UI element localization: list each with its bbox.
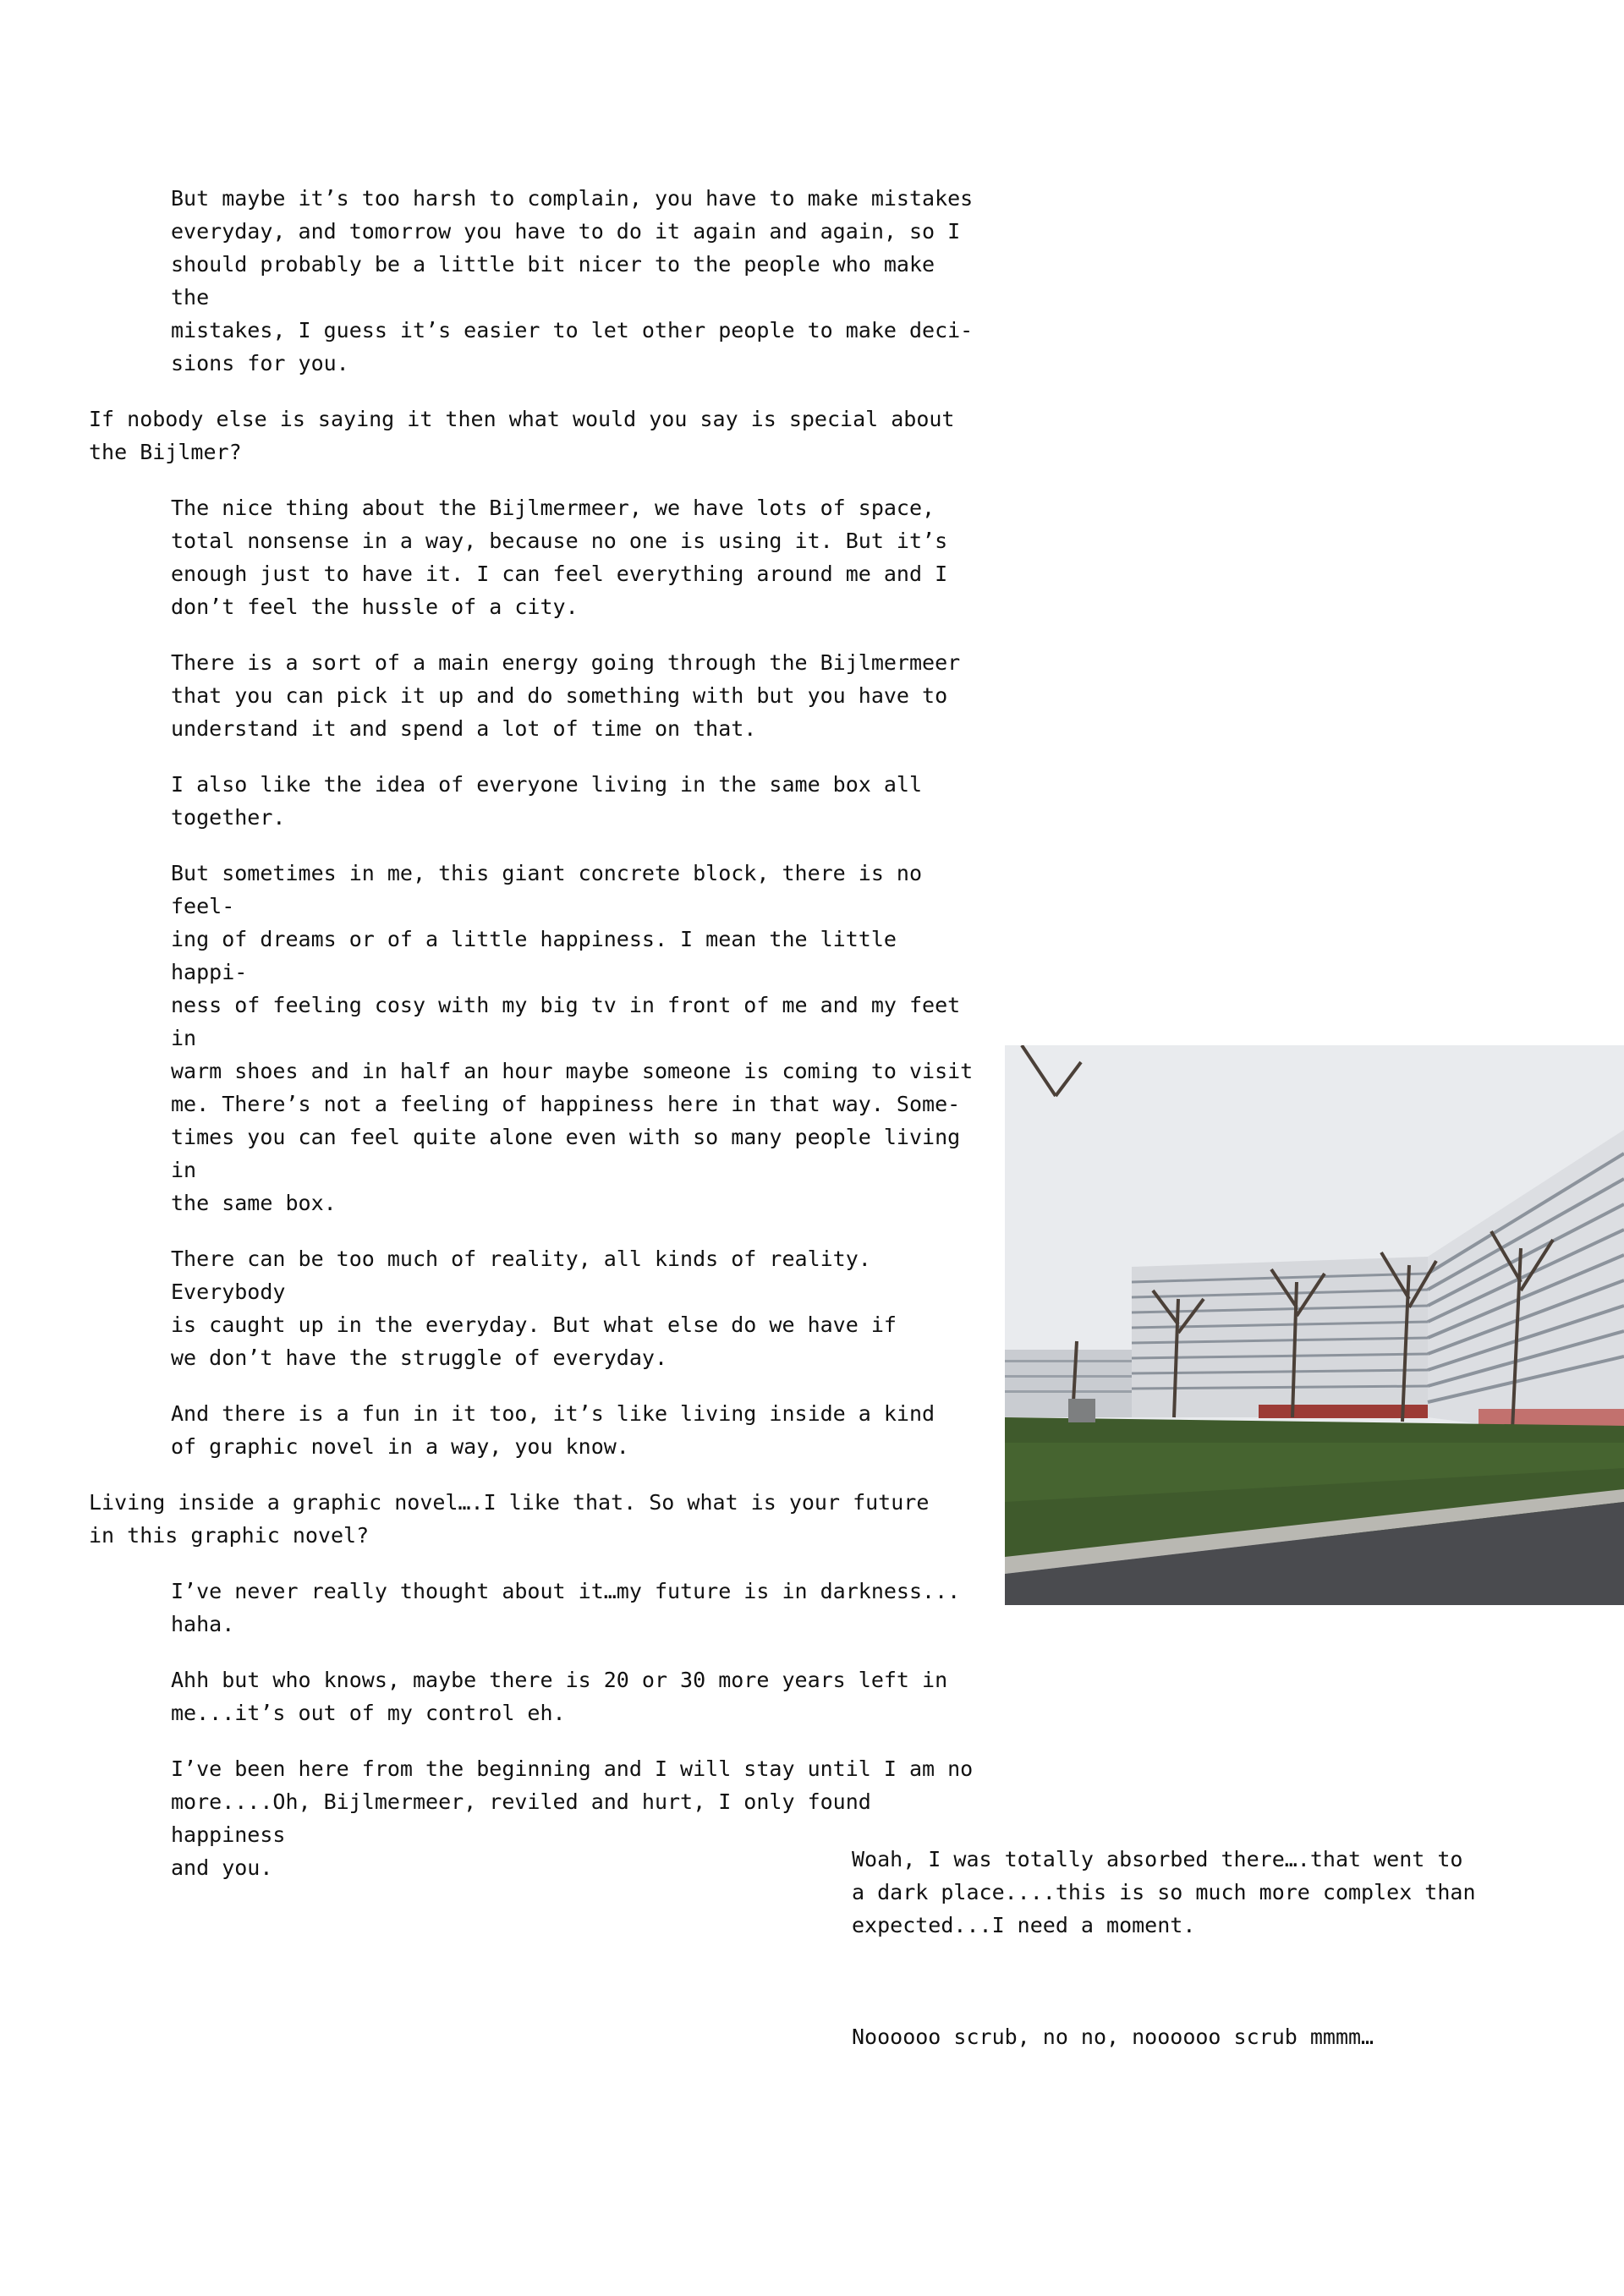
answer-paragraph: The nice thing about the Bijlmermeer, we have lots of space, total nonsense in a way, because no one is using it. But it’s enough just to have it. I can feel everything around me and I don’t feel the hussle of a city.: [171, 496, 948, 619]
answer-paragraph: I’ve never really thought about it…my future is in darkness... haha.: [171, 1579, 961, 1636]
answer-paragraph: And there is a fun in it too, it’s like living inside a kind of graphic novel in a way, you know.: [171, 1401, 935, 1459]
answer-paragraph: There is a sort of a main energy going through the Bijlmermeer that you can pick it up and do something with but you have to understand it and spend a lot of time on that.: [171, 650, 961, 741]
question-paragraph: Living inside a graphic novel….I like that. So what is your future in this graphic novel?: [89, 1490, 930, 1548]
answer-paragraph: I’ve been here from the beginning and I will stay until I am no more....Oh, Bijlmermeer, reviled and hurt, I only found happiness and you.: [171, 1756, 974, 1880]
answer-paragraph: I also like the idea of everyone living in the same box all together.: [171, 772, 923, 830]
aside-note: Woah, I was totally absorbed there….that went to a dark place....this is so much more complex than expected...I need a moment.: [852, 1847, 1476, 1937]
photo-illustration: [1005, 1045, 1624, 1605]
aside-note: Noooooo scrub, no no, noooooo scrub mmmm…: [852, 2025, 1374, 2049]
answer-paragraph: But maybe it’s too harsh to complain, you have to make mistakes everyday, and tomorrow you have to do it again and again, so I should probably be a little bit nicer to the people who make the mistakes, I guess it’s easier to let other people to make deci- sions for you.: [171, 186, 974, 375]
bijlmer-building-photo: [1005, 1045, 1624, 1605]
interview-column: [89, 182, 985, 1907]
question-paragraph: If nobody else is saying it then what would you say is special about the Bijlmer?: [89, 407, 955, 464]
answer-paragraph: But sometimes in me, this giant concrete block, there is no feel- ing of dreams or of a little happiness. I mean the little happi- ness of feeling cosy with my big tv in front of me and my feet in warm shoes and in half an hour maybe someone is coming to visit me. There’s not a feeling of happiness here in that way. Some- times you can feel quite alone even with so many people living in the same box.: [171, 861, 974, 1215]
answer-paragraph: There can be too much of reality, all kinds of reality. Everybody is caught up in the everyday. But what else do we have if we don’t have the struggle of everyday.: [171, 1247, 897, 1370]
answer-paragraph: Ahh but who knows, maybe there is 20 or 30 more years left in me...it’s out of my control eh.: [171, 1668, 948, 1725]
